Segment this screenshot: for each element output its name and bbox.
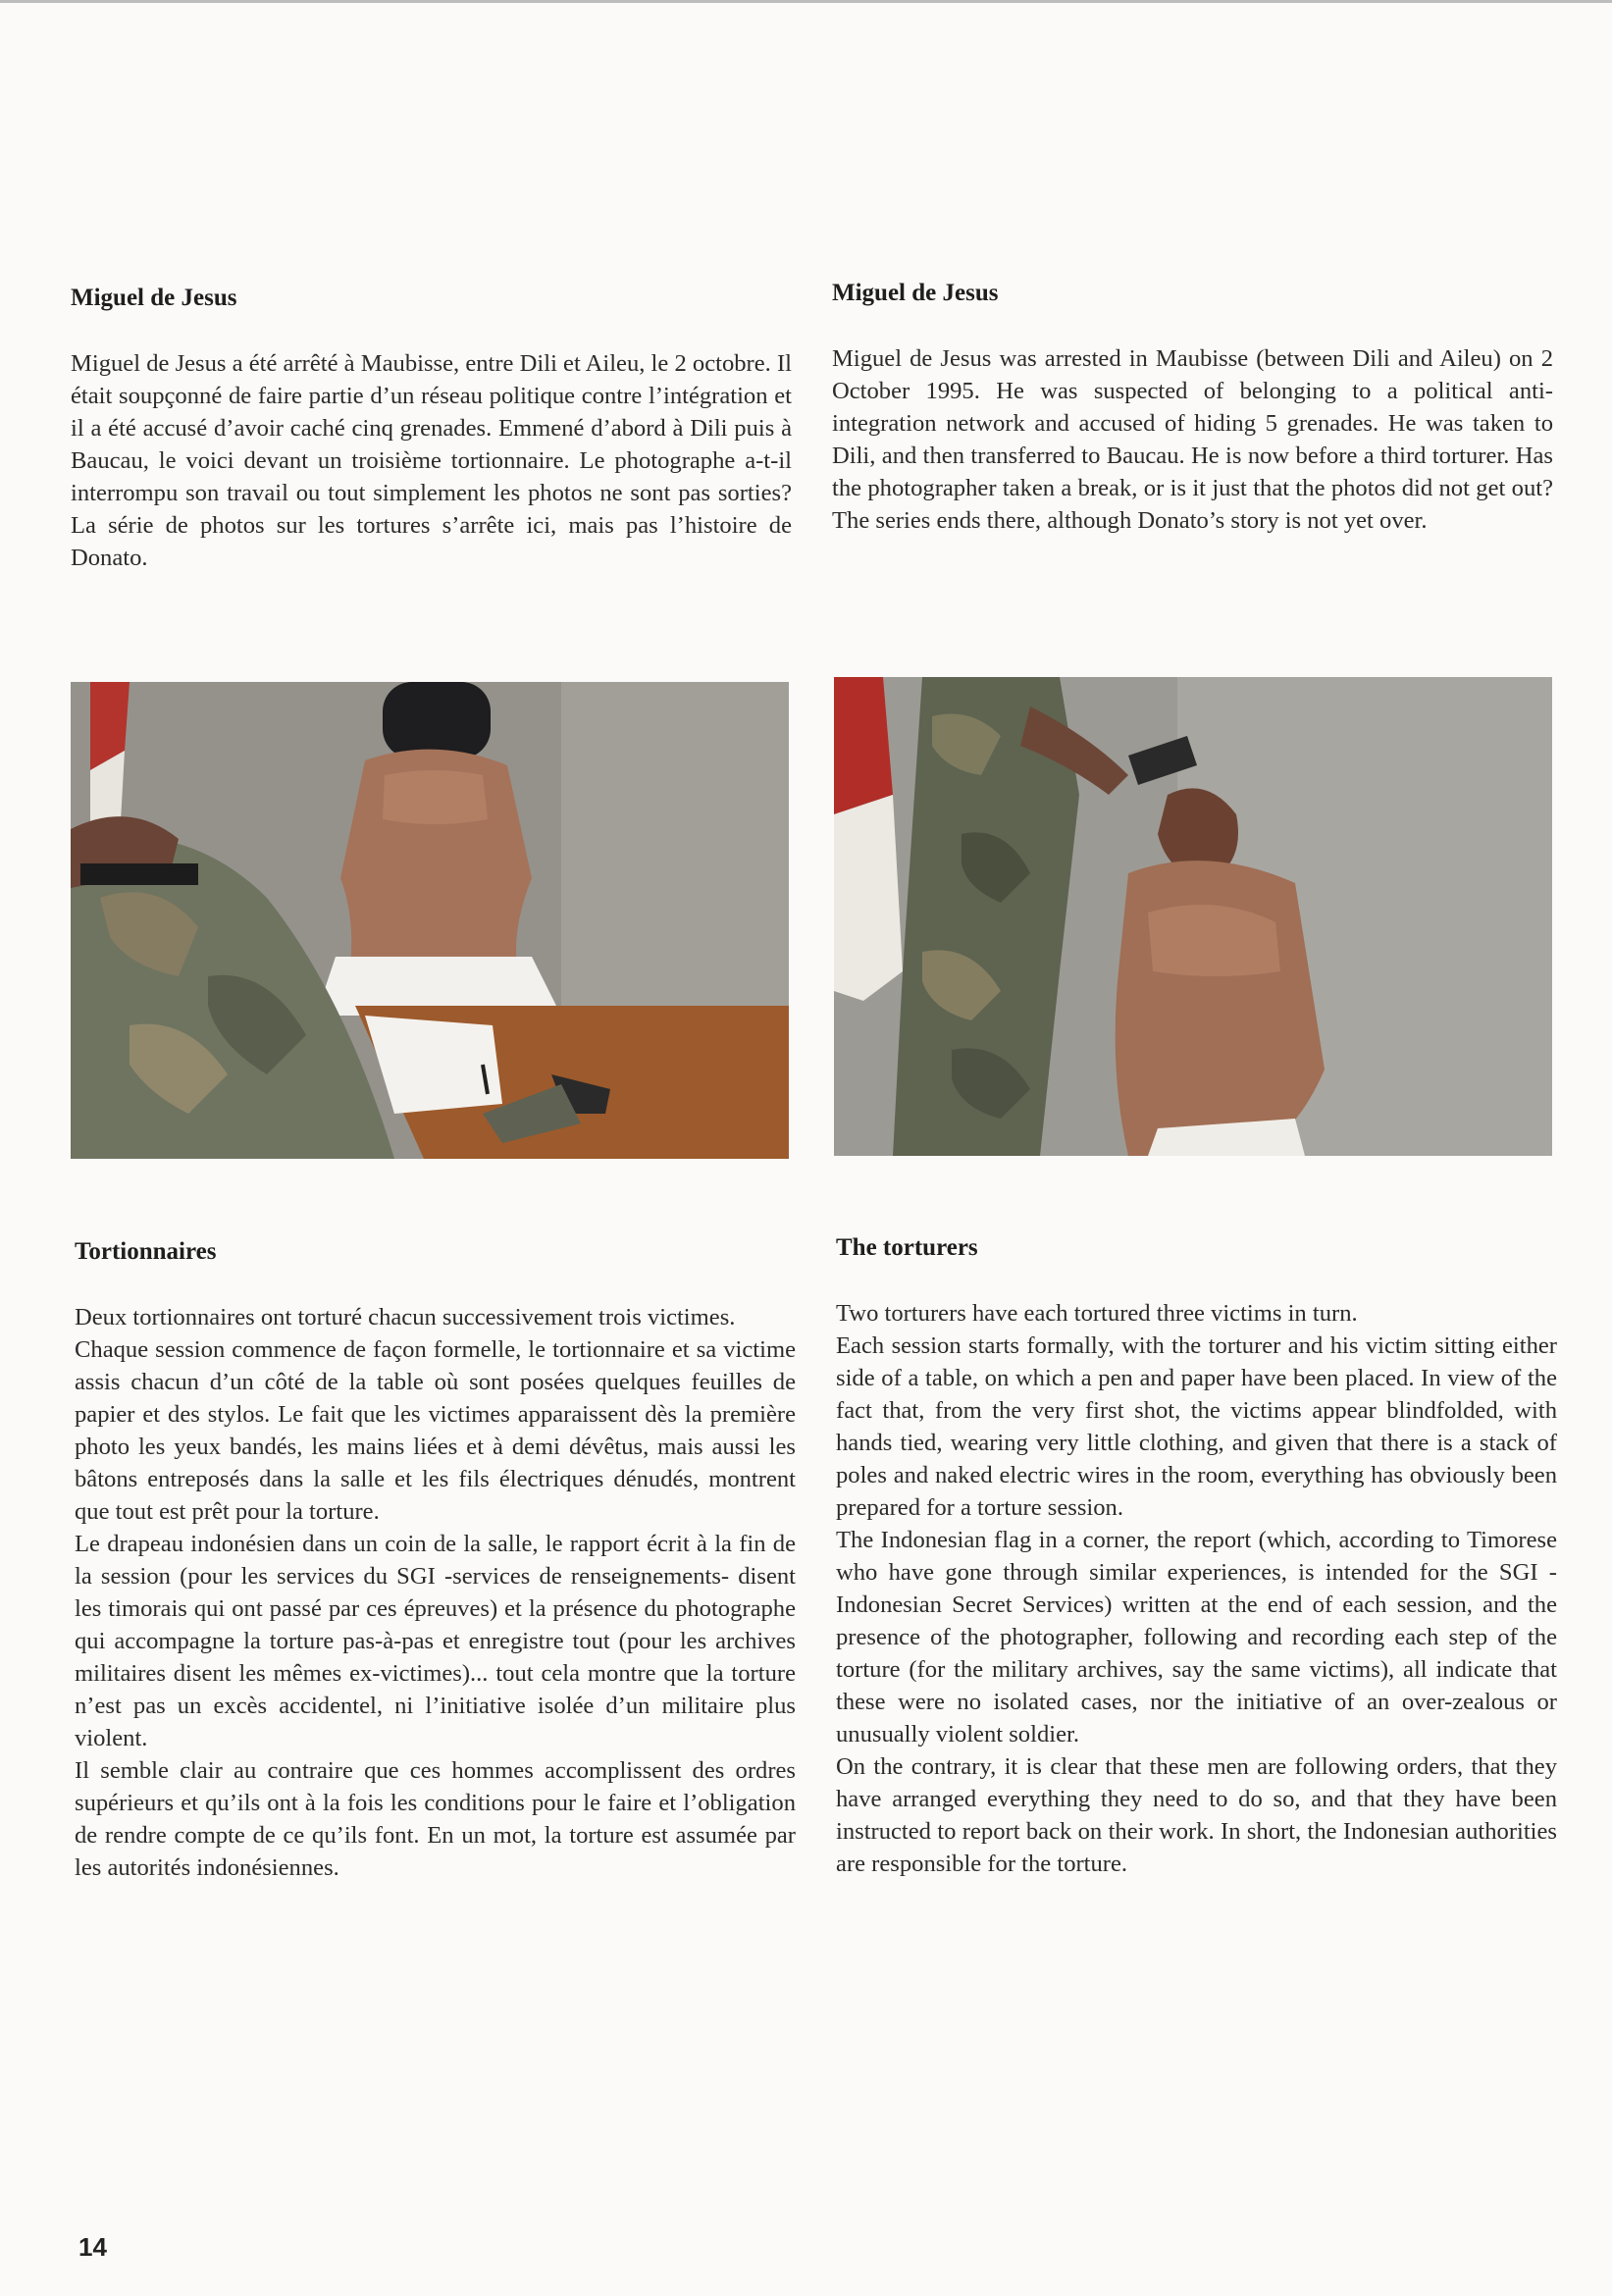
paragraph: On the contrary, it is clear that these men are following orders, that they have arranged everything they need to do so, and that they have been instructed to report back on their work. In short, the Indonesian authorities are responsible for the torture.	[836, 1753, 1557, 1877]
section-body: Miguel de Jesus a été arrêté à Maubisse, entre Dili et Aileu, le 2 octobre. Il était soupçonné de faire partie d’un réseau politique contre l’intégration et il a été accusé d’avoir caché cinq grenades. Emmené d’abord à Dili puis à Baucau, le voici devant un troisième tortionnaire. Le photographe a-t-il interrompu son travail ou tout simplement les photos ne sont pas sorties? La série de photos sur les tortures s’arrête ici, mais pas l’histoire de Donato.	[71, 350, 792, 571]
paragraph: Le drapeau indonésien dans un coin de la salle, le rapport écrit à la fin de la session (pour les services du SGI -services de renseignements- disent les timorais qui ont passé par ces épreuves) et la présence du photographe qui accompagne la torture pas-à-pas et enregistre tout (pour les archives militaires disent les mêmes ex-victimes)... tout cela montre que la torture n’est pas un excès accidentel, ni l’initiative isolée d’un militaire plus violent.	[75, 1531, 796, 1751]
page-number: 14	[78, 2232, 107, 2262]
paragraph: The Indonesian flag in a corner, the report (which, according to Timorese who have gone through similar experiences, is intended for the SGI - Indonesian Secret Services) written at the end of each session, and the presence of the photographer, following and recording each step of the torture (for the military archives, say the same victims), all indicate that these were no isolated cases, nor the initiative of an over-zealous or unusually violent soldier.	[836, 1527, 1557, 1748]
section-heading: Miguel de Jesus	[71, 285, 237, 311]
section-heading: Miguel de Jesus	[832, 280, 999, 306]
top-rule	[0, 0, 1612, 3]
photo-gun-scene	[834, 677, 1552, 1156]
photo-interrogation-table	[71, 682, 789, 1159]
paragraph: Deux tortionnaires ont torturé chacun successivement trois victimes.	[75, 1304, 736, 1331]
section-fr-tortionnaires	[75, 1238, 796, 1884]
section-heading: The torturers	[836, 1234, 978, 1261]
section-en-torturers	[836, 1234, 1557, 1880]
section-body: Miguel de Jesus was arrested in Maubisse (between Dili and Aileu) on 2 October 1995. He was suspected of belonging to a political anti-integration network and accused of hiding 5 grenades. He was taken to Dili, and then transferred to Baucau. He is now before a third torturer. Has the photographer taken a break, or is it just that the photos did not get out? The series ends there, although Donato’s story is not yet over.	[832, 345, 1553, 534]
section-heading: Tortionnaires	[75, 1238, 217, 1265]
paragraph: Each session starts formally, with the torturer and his victim sitting either side of a table, on which a pen and paper have been placed. In view of the fact that, from the very first shot, the victims appear blindfolded, with hands tied, wearing very little clothing, and given that there is a stack of poles and naked electric wires in the room, everything has obviously been prepared for a torture session.	[836, 1332, 1557, 1521]
paragraph: Chaque session commence de façon formelle, le tortionnaire et sa victime assis chacun d’un côté de la table où sont posées quelques feuilles de papier et des stylos. Le fait que les victimes apparaissent dès la première photo les yeux bandés, les mains liées et à demi dévêtus, mais aussi les bâtons entreposés dans la salle et les fils électriques dénudés, montrent que tout est prêt pour la torture.	[75, 1336, 796, 1525]
section-en-miguel	[832, 280, 1553, 537]
paragraph: Il semble clair au contraire que ces hommes accomplissent des ordres supérieurs et qu’ils ont à la fois les conditions pour le faire et l’obligation de rendre compte de ce qu’ils font. En un mot, la torture est assumée par les autorités indonésiennes.	[75, 1757, 796, 1881]
paragraph: Two torturers have each tortured three victims in turn.	[836, 1300, 1358, 1327]
section-fr-miguel	[71, 285, 792, 574]
